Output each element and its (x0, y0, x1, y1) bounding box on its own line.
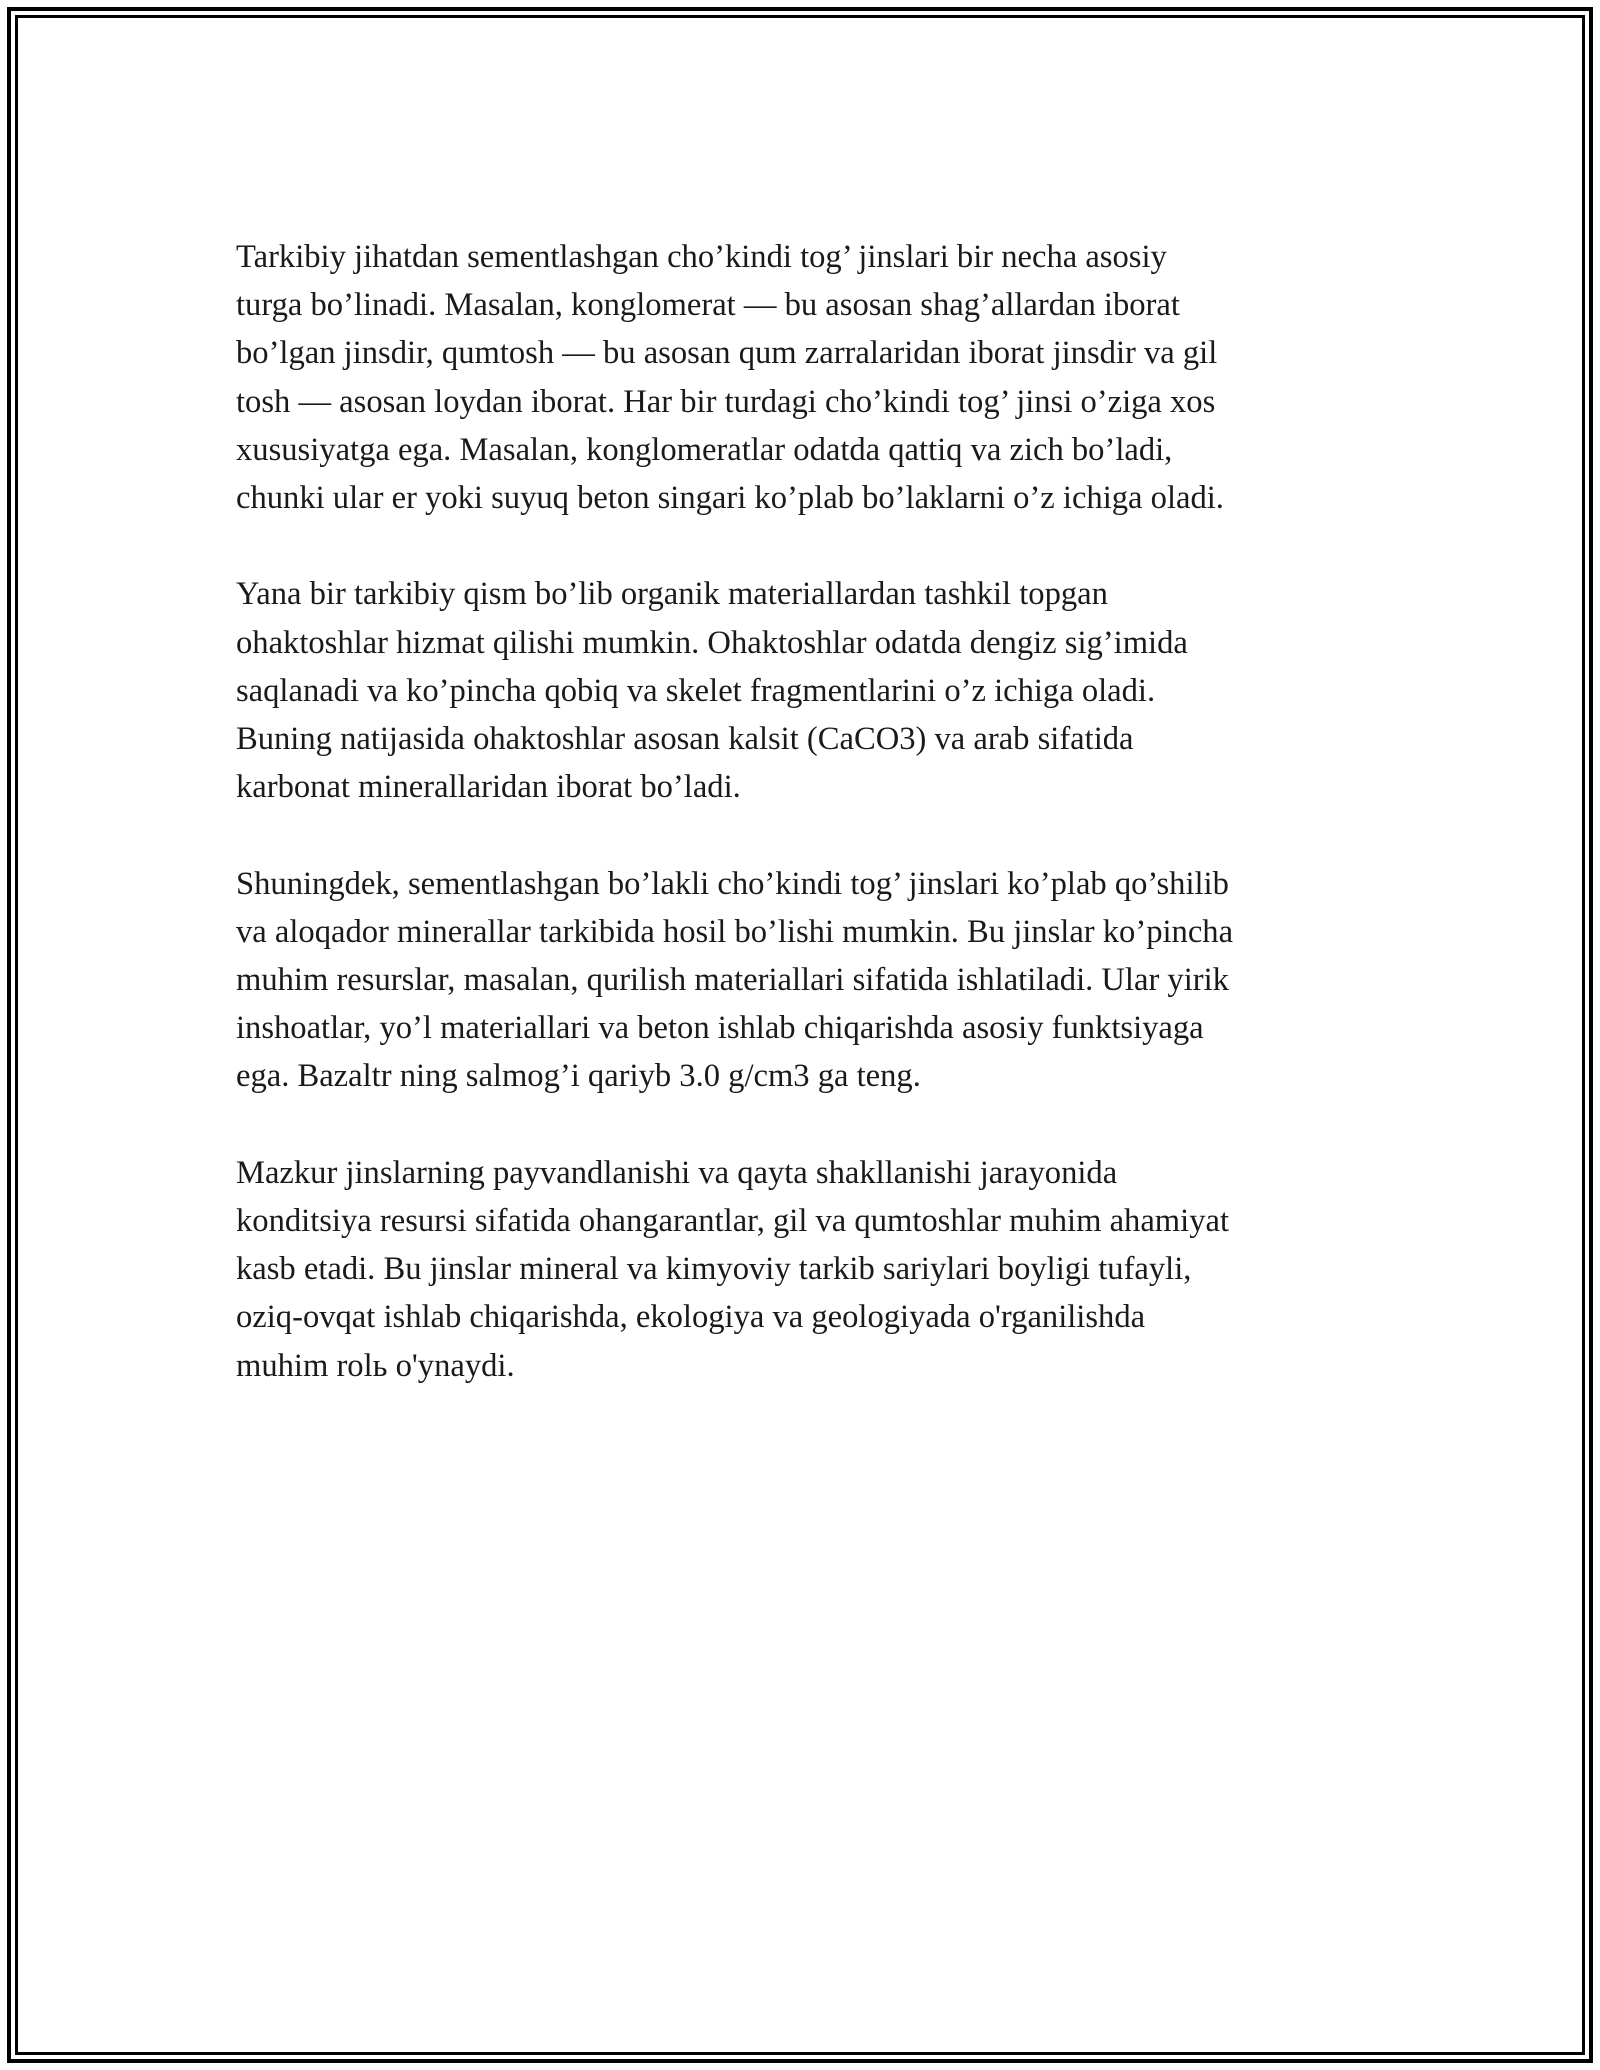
paragraph-line: Shuningdek, sementlashgan bo’lakli cho’kindi tog’ jinslari ko’plab qo’shilib (236, 865, 1229, 902)
paragraph-line: ega. Bazaltr ning salmog’i qariyb 3.0 g/cm3 ga teng. (236, 1058, 921, 1095)
paragraph-line: inshoatlar, yo’l materiallari va beton ishlab chiqarishda asosiy funktsiyaga (236, 1010, 1204, 1047)
paragraph-line: xususiyatga ega. Masalan, konglomeratlar odatda qattiq va zich bo’ladi, (236, 431, 1173, 468)
document-body (236, 233, 1366, 1438)
paragraph-line: Tarkibiy jihatdan sementlashgan cho’kindi tog’ jinslari bir necha asosiy (236, 239, 1167, 275)
paragraph-line: bo’lgan jinsdir, qumtosh — bu asosan qum zarralaridan iborat jinsdir va gil (236, 335, 1218, 372)
paragraph-line: chunki ular er yoki suyuq beton singari ko’plab bo’laklarni o’z ichiga oladi. (236, 480, 1224, 517)
paragraph-line: muhim rolь o'ynaydi. (236, 1347, 515, 1384)
paragraph-line: ohaktoshlar hizmat qilishi mumkin. Ohaktoshlar odatda dengiz sig’imida (236, 624, 1188, 661)
paragraph-line: muhim resurslar, masalan, qurilish materiallari sifatida ishlatiladi. Ular yirik (236, 962, 1229, 999)
paragraph-line: Mazkur jinslarning payvandlanishi va qayta shakllanishi jarayonida (236, 1154, 1118, 1191)
paragraph-line: oziq-ovqat ishlab chiqarishda, ekologiya va geologiyada o'rganilishda (236, 1299, 1146, 1336)
paragraph-line: tosh — asosan loydan iborat. Har bir turdagi cho’kindi tog’ jinsi o’ziga xos (236, 383, 1216, 420)
paragraph-line: karbonat minerallaridan iborat bo’ladi. (236, 769, 741, 806)
paragraph-1 (236, 233, 1366, 522)
paragraph-3 (236, 860, 1366, 1101)
paragraph-line: Buning natijasida ohaktoshlar asosan kalsit (CaCO3) va arab sifatida (236, 721, 1134, 758)
paragraph-line: konditsiya resursi sifatida ohangarantlar, gil va qumtoshlar muhim ahamiyat (236, 1203, 1229, 1240)
paragraph-line: saqlanadi va ko’pincha qobiq va skelet fragmentlarini o’z ichiga oladi. (236, 672, 1156, 709)
paragraph-line: va aloqador minerallar tarkibida hosil bo’lishi mumkin. Bu jinslar ko’pincha (236, 913, 1234, 950)
paragraph-line: kasb etadi. Bu jinslar mineral va kimyoviy tarkib sariylari boyligi tufayli, (236, 1251, 1192, 1288)
paragraph-2 (236, 570, 1366, 811)
paragraph-line: turga bo’linadi. Masalan, konglomerat — bu asosan shag’allardan iborat (236, 287, 1180, 324)
paragraph-line: Yana bir tarkibiy qism bo’lib organik materiallardan tashkil topgan (236, 576, 1108, 613)
paragraph-4 (236, 1149, 1366, 1390)
